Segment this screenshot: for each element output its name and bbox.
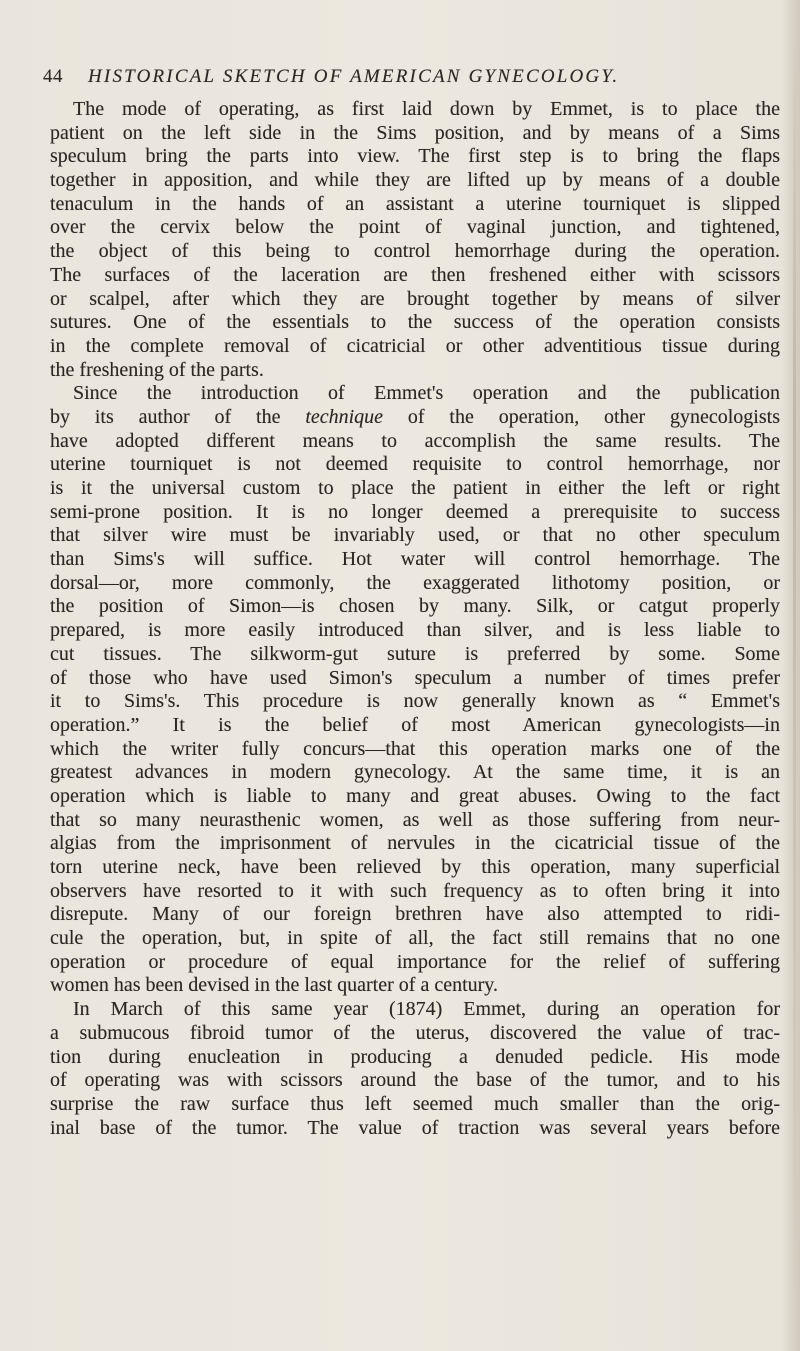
page-header — [43, 66, 763, 94]
text-line: disrepute. Many of our foreign brethren have also attempted to ridi- — [50, 903, 780, 926]
text-line: uterine tourniquet is not deemed requisite to control hemorrhage, nor — [50, 453, 780, 476]
text-line: cule the operation, but, in spite of all, the fact still remains that no one — [50, 927, 780, 950]
text-line: observers have resorted to it with such frequency as to often bring it into — [50, 879, 780, 902]
text-line: semi-prone position. It is no longer deemed a prerequisite to success — [50, 500, 780, 523]
text-line: The surfaces of the laceration are then freshened either with scissors — [50, 263, 780, 286]
text-line: in the complete removal of cicatricial or other adventitious tissue during — [50, 334, 780, 357]
text-line: operation.” It is the belief of most American gynecologists—in — [50, 713, 780, 736]
text-line: greatest advances in modern gynecology. At the same time, it is an — [50, 761, 780, 784]
text-line: speculum bring the parts into view. The first step is to bring the flaps — [50, 145, 780, 168]
text-line: the object of this being to control hemorrhage during the operation. — [50, 240, 780, 263]
text-segment: by its author of the — [50, 405, 281, 428]
italic-term: technique — [305, 405, 384, 428]
text-line: Since the introduction of Emmet's operation and the publication — [73, 382, 780, 405]
text-line: cut tissues. The silkworm-gut suture is preferred by some. Some — [50, 642, 780, 665]
text-line: of operating was with scissors around the base of the tumor, and to his — [50, 1069, 780, 1092]
text-line: is it the universal custom to place the patient in either the left or right — [50, 477, 780, 499]
text-line: the position of Simon—is chosen by many. Silk, or catgut properly — [50, 595, 780, 618]
text-line: women has been devised in the last quarter of a century. — [50, 974, 498, 997]
text-line: In March of this same year (1874) Emmet, during an operation for — [73, 998, 780, 1021]
page-number: 44 — [43, 66, 63, 87]
text-segment: of the operation, other gynecologists — [407, 405, 780, 428]
text-line: that so many neurasthenic women, as well as those suffering from neur- — [50, 808, 780, 831]
text-line: torn uterine neck, have been relieved by this operation, many superficial — [50, 856, 780, 878]
text-line: which the writer fully concurs—that this operation marks one of the — [50, 737, 780, 760]
text-line: inal base of the tumor. The value of traction was several years before — [50, 1116, 780, 1139]
text-line: than Sims's will suffice. Hot water will control hemorrhage. The — [50, 548, 780, 571]
running-head: HISTORICAL SKETCH OF AMERICAN GYNECOLOGY. — [88, 66, 620, 87]
text-line: that silver wire must be invariably used, or that no other speculum — [50, 524, 780, 547]
page-edge-shadow — [793, 40, 796, 1310]
text-line: The mode of operating, as first laid down by Emmet, is to place the — [73, 98, 780, 120]
text-line: operation or procedure of equal importance for the relief of suffering — [50, 950, 780, 973]
text-line: the freshening of the parts. — [50, 358, 264, 381]
text-line: a submucous fibroid tumor of the uterus, discovered the value of trac- — [50, 1021, 780, 1044]
text-line: or scalpel, after which they are brought together by means of silver — [50, 287, 780, 310]
text-line: over the cervix below the point of vaginal junction, and tightened, — [50, 216, 780, 239]
body-text — [50, 98, 780, 1140]
text-line: have adopted different means to accomplish the same results. The — [50, 429, 780, 452]
text-line: patient on the left side in the Sims position, and by means of a Sims — [50, 121, 780, 144]
text-line: together in apposition, and while they are lifted up by means of a double — [50, 169, 780, 192]
text-line: operation which is liable to many and great abuses. Owing to the fact — [50, 784, 780, 807]
text-line: algias from the imprisonment of nervules in the cicatricial tissue of the — [50, 832, 780, 855]
text-line: tion during enucleation in producing a denuded pedicle. His mode — [50, 1045, 780, 1068]
page-edge — [782, 0, 800, 1351]
text-line: dorsal—or, more commonly, the exaggerated lithotomy position, or — [50, 571, 780, 594]
text-line: of those who have used Simon's speculum a number of times prefer — [50, 666, 780, 689]
text-line: it to Sims's. This procedure is now generally known as “ Emmet's — [50, 690, 780, 713]
text-line: sutures. One of the essentials to the success of the operation consists — [50, 311, 780, 334]
text-line: tenaculum in the hands of an assistant a uterine tourniquet is slipped — [50, 192, 780, 215]
text-line: surprise the raw surface thus left seemed much smaller than the orig- — [50, 1092, 780, 1115]
text-line: prepared, is more easily introduced than silver, and is less liable to — [50, 619, 780, 642]
text-line-with-italic — [50, 406, 780, 430]
